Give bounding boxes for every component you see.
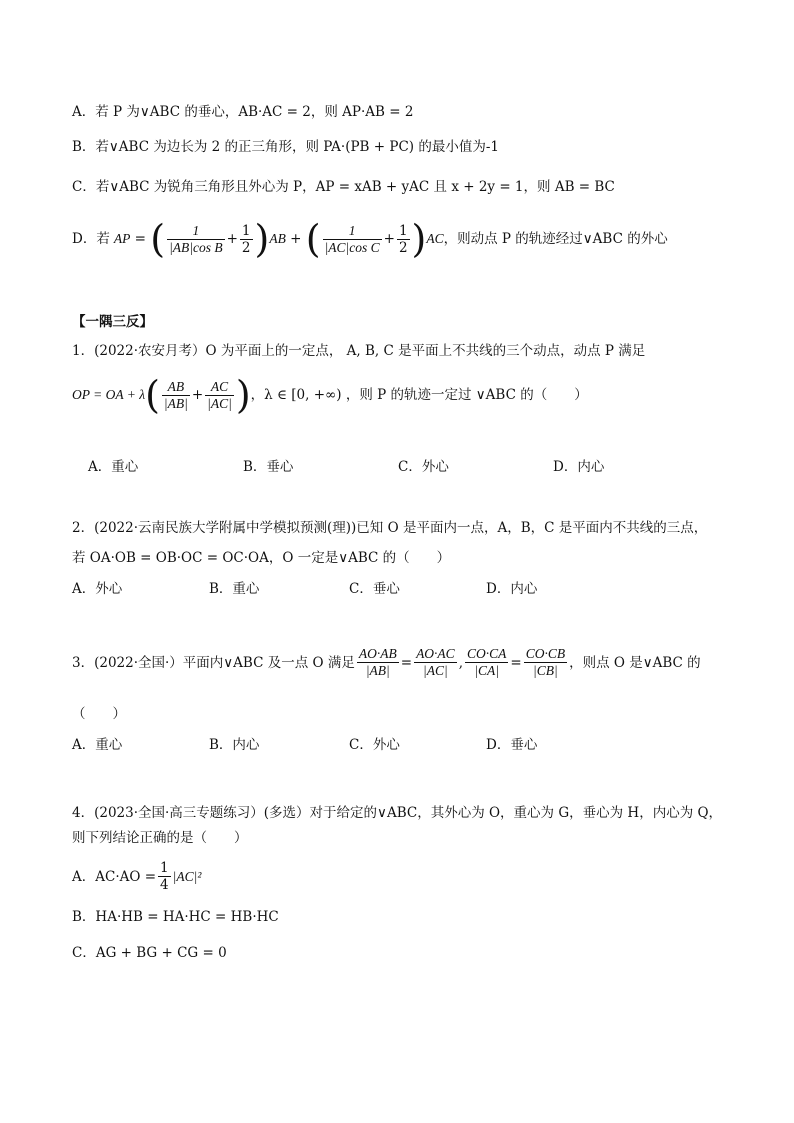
option-d-half-2 [397, 223, 410, 256]
fraction-denominator: |CA| [474, 663, 500, 678]
equals-sign: = [400, 654, 413, 671]
option-b-top: B．若∨ABC 为边长为 2 的正三角形，则 PA·(PB + PC) 的最小值为-1 [72, 139, 499, 155]
comma: , [458, 654, 463, 671]
option-d-top [72, 217, 754, 261]
plus-sign: + [226, 231, 238, 247]
right-paren: ) [235, 373, 251, 417]
q2-stem: 2．(2022·云南民族大学附属中学模拟预测(理))已知 O 是平面内一点，A，B，C 是平面内不共线的三点， [72, 520, 708, 536]
fraction-denominator: 2 [398, 239, 408, 256]
q2-option-b[interactable]: B．重心 [209, 581, 260, 597]
fraction-denominator: |AB| [365, 663, 390, 678]
q3-paren: （ ） [72, 706, 126, 722]
fraction-denominator: |AC|cos C [324, 239, 380, 255]
plus-sign: + [285, 231, 306, 247]
option-d-half-1 [240, 223, 253, 256]
q1-option-c[interactable]: C．外心 [398, 459, 449, 475]
q3-option-c[interactable]: C．外心 [349, 737, 400, 753]
fraction-numerator: AC [205, 379, 234, 396]
option-d-prefix: D．若 [72, 231, 110, 247]
q3-stem-prefix: 3．(2022·全国·）平面内∨ABC 及一点 O 满足 [72, 654, 355, 671]
fraction-numerator: AB [162, 379, 190, 396]
q2-stem2: 若 OA·OB = OB·OC = OC·OA，O 一定是∨ABC 的（ ） [72, 550, 451, 566]
section-title: 【一隅三反】 [72, 314, 153, 330]
fraction-numerator: 1 [323, 223, 382, 240]
q1-formula-right: ，λ ∈ [0, +∞) ，则 P 的轨迹一定过 ∨ABC 的（ ） [250, 387, 588, 403]
right-paren: ) [254, 217, 270, 261]
fraction-numerator: CO·CA [466, 646, 507, 661]
fraction-numerator: 1 [160, 860, 169, 876]
q1-formula-left: OP = OA + λ [72, 387, 146, 402]
fraction-denominator: |AC| [207, 395, 232, 411]
q4-option-c[interactable]: C．AG + BG + CG = 0 [72, 945, 227, 961]
q3-stem-suffix: ，则点 O 是∨ABC 的 [569, 654, 701, 671]
q1-option-d[interactable]: D．内心 [553, 459, 605, 475]
equals-sign: = [510, 654, 522, 671]
q3-fraction-1 [357, 646, 399, 679]
left-paren: ( [305, 217, 321, 261]
q1-option-b[interactable]: B．垂心 [243, 459, 294, 475]
q4-option-a[interactable] [72, 860, 754, 893]
option-d-fraction-1 [167, 223, 225, 256]
q2-option-d[interactable]: D．内心 [486, 581, 538, 597]
q3-fraction-3 [465, 646, 508, 679]
q4-stem2: 则下列结论正确的是（ ） [72, 830, 248, 846]
q4-option-a-prefix: A．AC·AO = [72, 868, 157, 885]
option-c-top: C．若∨ABC 为锐角三角形且外心为 P，AP = xAB + yAC 且 x + 2y = 1，则 AB = BC [72, 179, 615, 195]
q1-fraction-ac [205, 379, 234, 412]
fraction-numerator: AO·AC [416, 646, 455, 661]
q1-stem: 1．(2022·农安月考）O 为平面上的一定点， A, B, C 是平面上不共线的三个动点，动点 P 满足 [72, 343, 646, 359]
q3-option-d[interactable]: D．垂心 [486, 737, 538, 753]
q1-option-a[interactable]: A．重心 [88, 459, 139, 475]
q1-formula [72, 373, 754, 417]
fraction-denominator: |CB| [533, 663, 558, 678]
fraction-denominator: |AB|cos B [169, 239, 223, 255]
q2-option-a[interactable]: A．外心 [72, 581, 123, 597]
fraction-denominator: 4 [160, 877, 169, 893]
fraction-numerator: CO·CB [525, 646, 566, 661]
q3-option-b[interactable]: B．内心 [209, 737, 260, 753]
fraction-numerator: 1 [167, 223, 225, 240]
option-d-vector-ab: AB [269, 231, 286, 246]
q3-fraction-4 [524, 646, 567, 679]
plus-sign: + [383, 231, 395, 247]
q2-options [72, 579, 576, 599]
plus-sign: + [191, 387, 204, 403]
fraction-numerator: 1 [241, 222, 251, 239]
q4-option-a-fraction [158, 860, 171, 893]
option-d-lhs: AP [113, 231, 131, 246]
equals-sign: = [130, 231, 151, 247]
option-a-top: A．若 P 为∨ABC 的垂心，AB·AC = 2，则 AP·AB = 2 [72, 104, 414, 120]
option-d-vector-ac: AC [426, 231, 444, 246]
q3-stem [72, 646, 754, 679]
q3-options [72, 735, 576, 755]
q4-stem: 4．(2023·全国·高三专题练习）(多选）对于给定的∨ABC，其外心为 O，重心为 G，垂心为 H，内心为 Q， [72, 805, 723, 821]
q2-option-c[interactable]: C．垂心 [349, 581, 400, 597]
q1-fraction-ab [162, 379, 190, 412]
q1-options [88, 455, 648, 475]
right-paren: ) [411, 217, 427, 261]
fraction-denominator: |AC| [423, 663, 448, 678]
fraction-denominator: 2 [241, 239, 251, 256]
q4-option-b[interactable]: B．HA·HB = HA·HC = HB·HC [72, 909, 279, 925]
option-d-fraction-2 [323, 223, 382, 256]
fraction-denominator: |AB| [163, 395, 188, 411]
q3-fraction-2 [414, 646, 457, 679]
left-paren: ( [145, 373, 160, 417]
left-paren: ( [150, 217, 166, 261]
option-d-suffix: ，则动点 P 的轨迹经过∨ABC 的外心 [443, 231, 668, 247]
fraction-numerator: AO·AB [358, 646, 397, 661]
q4-option-a-suffix: |AC|² [172, 868, 202, 884]
fraction-numerator: 1 [398, 222, 408, 239]
q3-option-a[interactable]: A．重心 [72, 737, 123, 753]
